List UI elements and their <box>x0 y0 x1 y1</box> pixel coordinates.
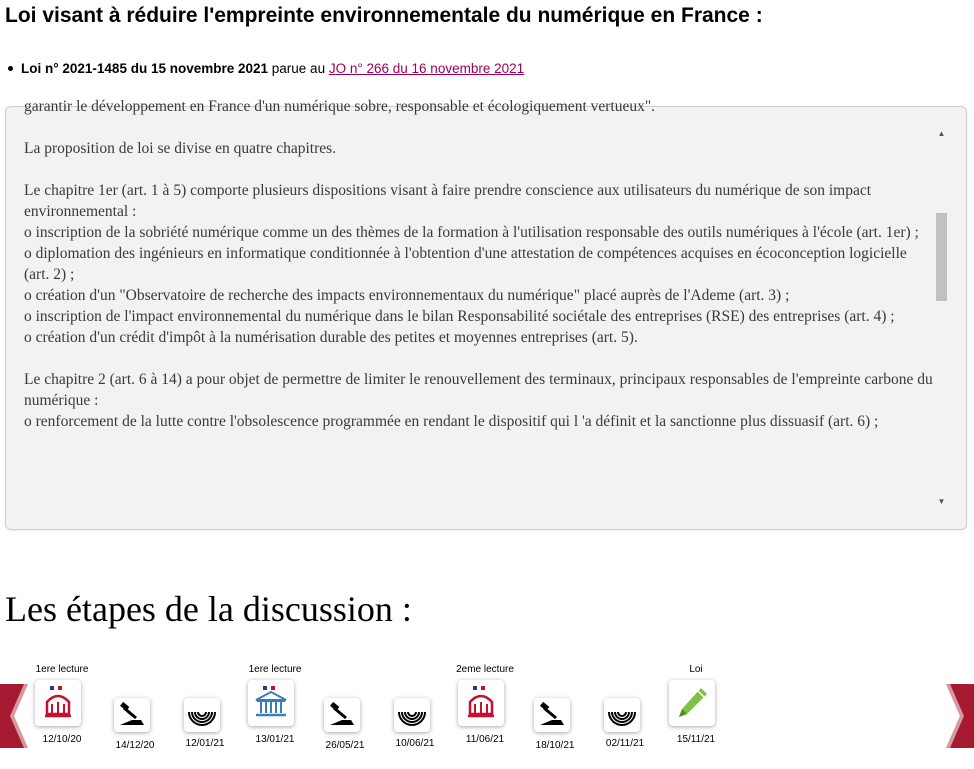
step-date: 18/10/21 <box>535 740 575 751</box>
timeline-step[interactable] <box>661 662 731 769</box>
step-label: Loi <box>689 664 703 675</box>
description-paragraph: La proposition de loi se divise en quatre chapitres. <box>24 140 337 157</box>
scroll-down-arrow-icon[interactable]: ▼ <box>937 497 946 506</box>
step-label: 1ere lecture <box>35 664 89 675</box>
description-scrollbar[interactable] <box>935 127 948 509</box>
timeline-next-button[interactable] <box>940 684 974 748</box>
gavel-icon[interactable] <box>114 698 150 732</box>
senat-icon[interactable] <box>35 680 81 726</box>
hemicycle-icon[interactable] <box>184 698 220 732</box>
gavel-icon[interactable] <box>324 698 360 732</box>
assemblee-icon[interactable] <box>248 680 294 726</box>
step-date: 12/01/21 <box>185 738 225 749</box>
description-paragraph: Le chapitre 1er (art. 1 à 5) comporte plusieurs dispositions visant à faire prendre conscience aux utilisateurs du numérique de son impact environnemental : o inscription de la sobriété numérique comme un des thèmes de la formation à l'utilisation responsable des outils numériques à l'école (art. 1er) ; o diplomation des ingénieurs en informatique conditionnée à l'obtention d'une attestation de compétences acquises en écoconception logicielle (art. 2) ; o création d'un "Observatoire de recherche des impacts environnementaux du numérique" placé auprès de l'Ademe (art. 3) ; o inscription de l'impact environnemental du numérique dans le bilan Responsabilité sociétale des entreprises (RSE) des entreprises (art. 4) ; o création d'un crédit d'impôt à la numérisation durable des petites et moyennes entreprises (art. 5). <box>24 182 919 346</box>
pen-icon[interactable] <box>669 680 715 726</box>
page-title: Loi visant à réduire l'empreinte environnementale du numérique en France : <box>5 4 763 27</box>
discussion-timeline <box>0 662 974 769</box>
step-date: 13/01/21 <box>255 734 295 745</box>
timeline-step[interactable] <box>380 662 450 769</box>
timeline-step[interactable] <box>310 662 380 769</box>
step-date: 14/12/20 <box>115 740 155 751</box>
scroll-thumb[interactable] <box>936 213 947 301</box>
hemicycle-icon[interactable] <box>394 698 430 732</box>
timeline-step[interactable] <box>27 662 97 769</box>
steps-heading: Les étapes de la discussion : <box>5 589 412 629</box>
step-date: 12/10/20 <box>42 734 82 745</box>
step-date: 26/05/21 <box>325 740 365 751</box>
timeline-step[interactable] <box>590 662 660 769</box>
gavel-icon[interactable] <box>534 698 570 732</box>
timeline-step[interactable] <box>170 662 240 769</box>
law-reference <box>8 61 524 76</box>
bullet-icon <box>8 66 13 71</box>
jo-link[interactable]: JO n° 266 du 16 novembre 2021 <box>328 61 525 76</box>
law-description-box[interactable] <box>5 98 967 530</box>
published-text: parue au <box>271 61 326 76</box>
step-label: 2eme lecture <box>456 664 514 675</box>
step-date: 11/06/21 <box>465 734 505 745</box>
chevron-right-icon <box>940 684 974 748</box>
step-date: 02/11/21 <box>605 738 645 749</box>
description-paragraph: Le chapitre 2 (art. 6 à 14) a pour objet de permettre de limiter le renouvellement des terminaux, principaux responsables de l'empreinte carbone du numérique : o renforcement de la lutte contre l'obsolescence programmée en rendant le dispositif qui l 'a définit et la sanctionne plus dissuasif (art. 6) ; <box>24 371 933 430</box>
law-description-text <box>24 98 934 512</box>
timeline-step[interactable] <box>240 662 310 769</box>
law-number: Loi n° 2021-1485 du 15 novembre 2021 <box>21 61 269 76</box>
hemicycle-icon[interactable] <box>604 698 640 732</box>
step-date: 10/06/21 <box>395 738 435 749</box>
description-paragraph: garantir le développement en France d'un numérique sobre, responsable et écologiquement vertueux". <box>24 98 656 115</box>
senat-icon[interactable] <box>458 680 504 726</box>
step-label: 1ere lecture <box>248 664 302 675</box>
step-date: 15/11/21 <box>676 734 716 745</box>
scroll-up-arrow-icon[interactable]: ▲ <box>937 129 946 138</box>
timeline-step[interactable] <box>100 662 170 769</box>
timeline-step[interactable] <box>450 662 520 769</box>
timeline-step[interactable] <box>520 662 590 769</box>
